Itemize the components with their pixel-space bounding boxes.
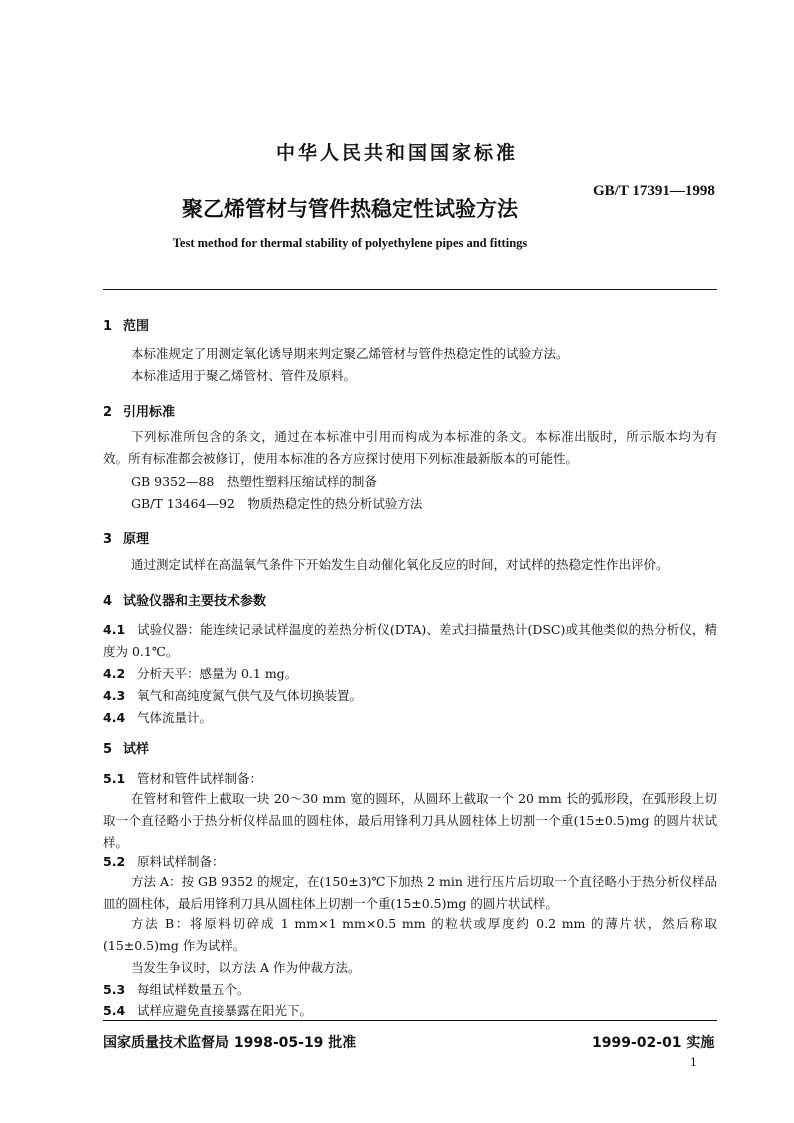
section-title: 引用标准 xyxy=(123,405,176,420)
reference-item: GB/T 13464—92 物质热稳定性的热分析试验方法 xyxy=(131,496,423,511)
clause-4-1 xyxy=(103,619,717,663)
header-rule xyxy=(103,289,717,290)
clause-text: 管材和管件试样制备： xyxy=(137,771,263,786)
section-2-heading xyxy=(103,401,175,420)
reference-item: GB 9352—88 热塑性塑料压缩试样的制备 xyxy=(131,474,377,489)
document-title-english: Test method for thermal stability of polyethylene pipes and fittings xyxy=(172,236,528,250)
paragraph-method-a: 方法 A：按 GB 9352 的规定，在(150±3)℃下加热 2 min 进行压片后切取一个直径略小于热分析仪样品皿的圆柱体，最后用锋利刀具从圆柱体上切割一个重(15±0.5)mg 的圆片状试样。 xyxy=(103,874,717,911)
clause-text: 氧气和高纯度氮气供气及气体切换装置。 xyxy=(137,688,363,703)
clause-5-4 xyxy=(103,1001,312,1019)
section-title: 试样 xyxy=(123,742,150,757)
clause-number: 4.3 xyxy=(103,688,126,703)
clause-5-1 xyxy=(103,769,262,787)
section-5-heading xyxy=(103,738,149,757)
section-1-heading xyxy=(103,315,149,334)
clause-number: 5.4 xyxy=(103,1003,126,1018)
section-number: 2 xyxy=(103,405,113,420)
clause-number: 5.2 xyxy=(103,854,126,869)
approval-date: 国家质量技术监督局 1998-05-19 批准 xyxy=(103,1035,357,1051)
clause-number: 4.4 xyxy=(103,710,126,725)
section-3-heading xyxy=(103,528,149,547)
paragraph: 通过测定试样在高温氧气条件下开始发生自动催化氧化反应的时间，对试样的热稳定性作出评价。 xyxy=(131,557,669,572)
paragraph: 在管材和管件上截取一块 20～30 mm 宽的圆环，从圆环上截取一个 20 mm 长的弧形段，在弧形段上切取一个直径略小于热分析仪样品皿的圆柱体，最后用锋利刀具从圆柱体上切割一个重(15±0.5)mg 的圆片状试样。 xyxy=(103,791,717,850)
issuing-agency: 中华人民共和国国家标准 xyxy=(275,142,518,164)
paragraph: 本标准适用于聚乙烯管材、管件及原料。 xyxy=(131,368,357,383)
clause-number: 5.1 xyxy=(103,771,126,786)
clause-text: 每组试样数量五个。 xyxy=(137,982,250,997)
footer-rule xyxy=(103,1020,717,1021)
section-4-heading xyxy=(103,590,266,609)
section-number: 1 xyxy=(103,319,113,334)
section-number: 5 xyxy=(103,742,113,757)
clause-text: 气体流量计。 xyxy=(137,710,213,725)
effective-date: 1999-02-01 实施 xyxy=(592,1035,715,1051)
clause-number: 5.3 xyxy=(103,982,126,997)
paragraph: 本标准规定了用测定氧化诱导期来判定聚乙烯管材与管件热稳定性的试验方法。 xyxy=(131,346,569,361)
clause-number: 4.2 xyxy=(103,666,126,681)
clause-4-4 xyxy=(103,708,212,726)
paragraph-method-b: 方法 B：将原料切碎成 1 mm×1 mm×0.5 mm 的粒状或厚度约 0.2 mm 的薄片状，然后称取(15±0.5)mg 作为试样。 xyxy=(103,916,717,953)
clause-5-2 xyxy=(103,852,225,870)
section-title: 原理 xyxy=(123,532,150,547)
section-title: 试验仪器和主要技术参数 xyxy=(123,594,267,609)
clause-number: 4.1 xyxy=(103,622,126,637)
section-title: 范围 xyxy=(123,319,150,334)
clause-4-2 xyxy=(103,664,297,682)
section-number: 4 xyxy=(103,594,113,609)
clause-5-3 xyxy=(103,980,250,998)
document-title: 聚乙烯管材与管件热稳定性试验方法 xyxy=(182,197,518,221)
paragraph: 下列标准所包含的条文，通过在本标准中引用而构成为本标准的条文。本标准出版时，所示版本均为有效。所有标准都会被修订，使用本标准的各方应探讨使用下列标准最新版本的可能性。 xyxy=(103,429,717,466)
clause-4-3 xyxy=(103,686,362,704)
section-number: 3 xyxy=(103,532,113,547)
clause-text: 原料试样制备： xyxy=(137,854,225,869)
paragraph: 当发生争议时，以方法 A 作为仲裁方法。 xyxy=(131,960,361,975)
clause-text: 分析天平：感量为 0.1 mg。 xyxy=(137,666,298,681)
page-number: 1 xyxy=(690,1056,697,1069)
clause-text: 试验仪器：能连续记录试样温度的差热分析仪(DTA)、差式扫描量热计(DSC)或其他类似的热分析仪，精度为 0.1℃。 xyxy=(103,622,717,659)
standard-number: GB/T 17391—1998 xyxy=(593,183,715,199)
clause-text: 试样应避免直接暴露在阳光下。 xyxy=(137,1003,313,1018)
